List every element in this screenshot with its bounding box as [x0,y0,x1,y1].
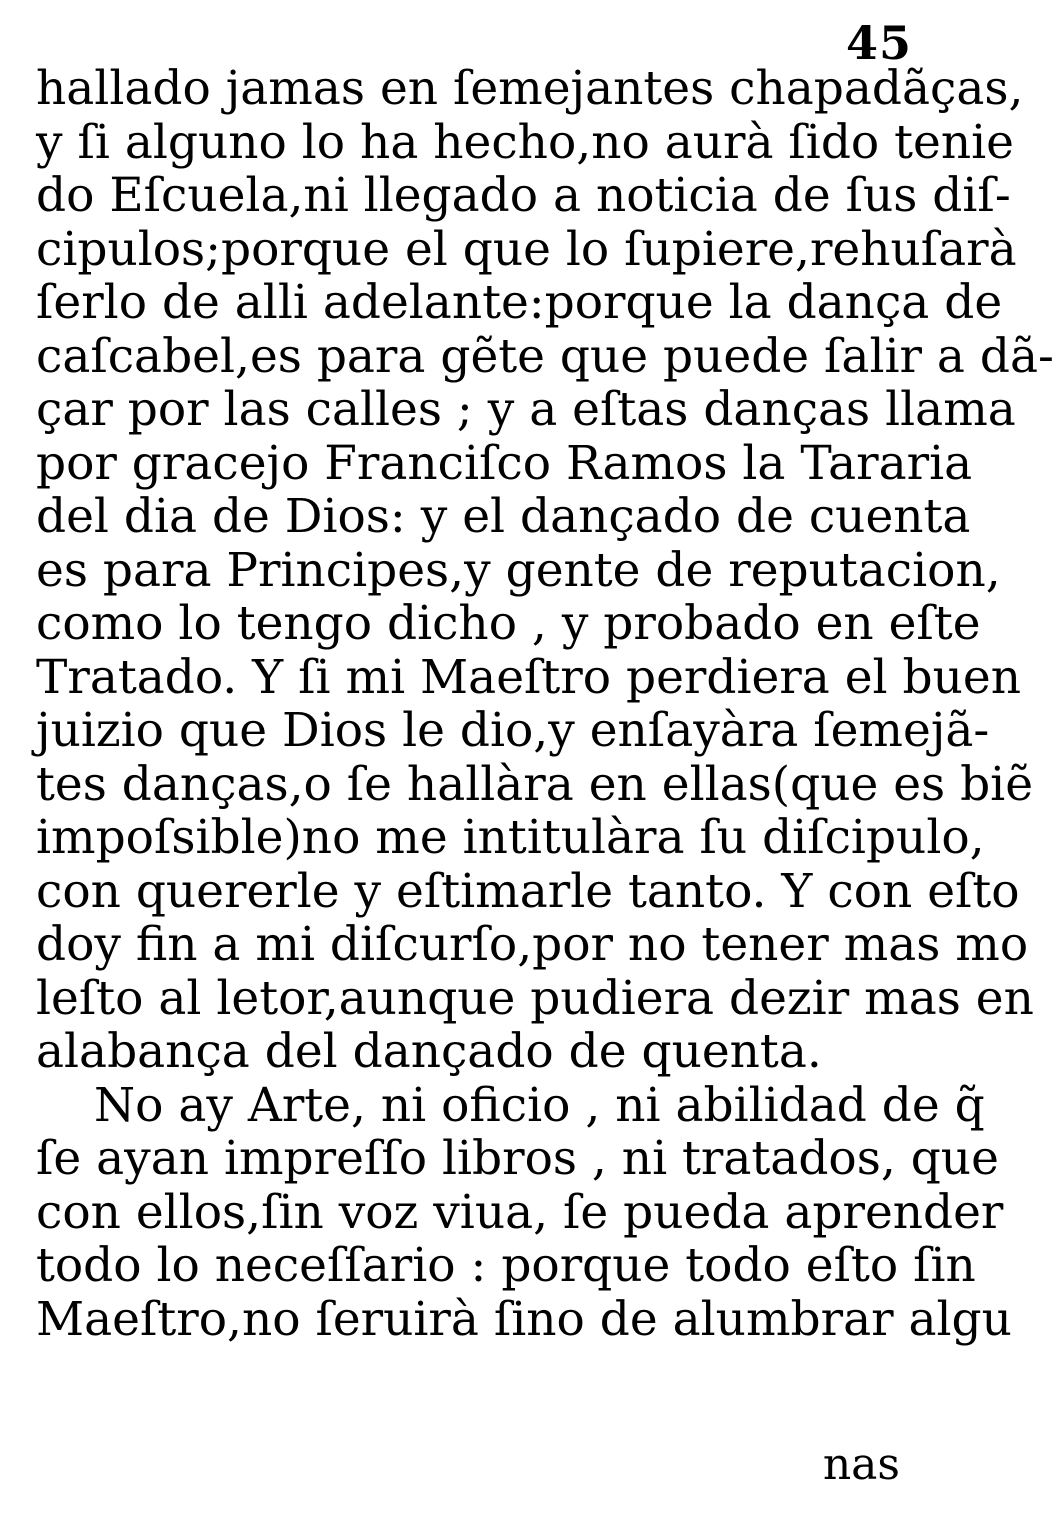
text-line: çar por las calles ; y a eſtas danças llama [36,382,1016,437]
text-line: por gracejo Franciſco Ramos la Tararia [36,435,973,491]
text-line: como lo tengo dicho , y probado en eſte [36,596,981,651]
text-line: es para Principes,y gente de reputacion, [36,542,1001,598]
text-line: con ellos,ſin voz viua, ſe pueda aprender [36,1184,1004,1240]
catchword: nas [822,1439,900,1490]
text-line: No ay Arte, ni oficio , ni abilidad de q̃ [94,1077,985,1133]
text-line: cipulos;porque el que lo ſupiere,rehuſarà [36,221,1017,277]
text-line: caſcabel,es para gẽte que puede ſalir a dã- [36,328,1054,384]
text-line: do Eſcuela,ni llegado a noticia de ſus diſ- [36,168,1011,223]
text-line: y ſi alguno lo ha hecho,no aurà ſido tenie [36,114,1014,170]
text-line: leſto al letor,aunque pudiera dezir mas en [36,970,1034,1026]
text-line: impoſsible)no me intitulàra ſu diſcipulo, [36,810,985,865]
text-line: tes danças,o ſe hallàra en ellas(que es biẽ [36,756,1034,812]
text-line: del dia de Dios: y el dançado de cuenta [36,489,971,544]
page-number: 45 [845,16,912,70]
text-line: hallado jamas en ſemejantes chapadãças, [36,61,1024,116]
text-line: con quererle y eſtimarle tanto. Y con eſto [36,863,1020,919]
text-line: ſe ayan impreſſo libros , ni tratados, que [36,1131,999,1186]
text-line: alabança del dançado de quenta. [36,1024,822,1079]
text-line: todo lo neceſſario : porque todo eſto ſin [36,1238,976,1293]
text-line: doy fin a mi diſcurſo,por no tener mas mo [36,917,1029,972]
text-line: Maeſtro,no ſeruirà ſino de alumbrar algu [36,1291,1012,1347]
body-text [36,61,1054,1347]
text-line: juizio que Dios le dio,y enſayàra ſemejã- [36,703,990,758]
text-line: ſerlo de alli adelante:porque la dança de [36,275,1003,330]
text-line: Tratado. Y ſi mi Maeſtro perdiera el buen [36,649,1021,705]
